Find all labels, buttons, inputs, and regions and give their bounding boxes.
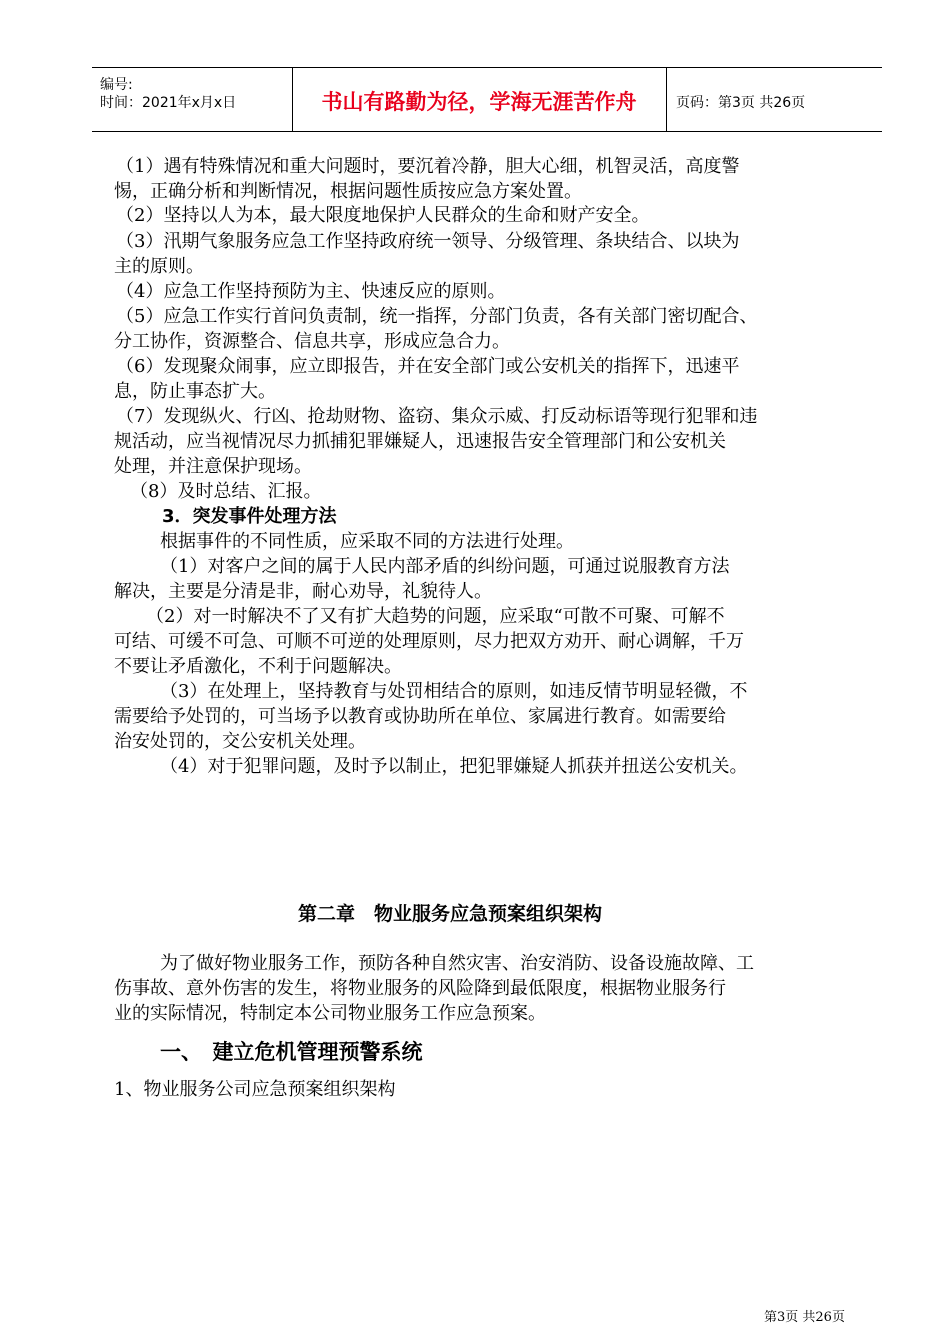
body-line: （3）汛期气象服务应急工作坚持政府统一领导、分级管理、条块结合、以块为: [116, 231, 740, 252]
body-line: 需要给予处罚的，可当场予以教育或协助所在单位、家属进行教育。如需要给: [114, 706, 726, 727]
body-line: 可结、可缓不可急、可顺不可逆的处理原则，尽力把双方劝开、耐心调解，千万: [114, 631, 744, 652]
header-page-label: 页码：第3页 共26页: [676, 95, 806, 111]
subheading-3: 3．突发事件处理方法: [162, 506, 337, 527]
body-line: 不要让矛盾激化，不利于问题解决。: [114, 656, 402, 677]
code-label: 编号:: [100, 77, 133, 93]
body-line: 规活动，应当视情况尽力抓捕犯罪嫌疑人，迅速报告安全管理部门和公安机关: [114, 431, 726, 452]
page-header: [92, 67, 882, 132]
body-line: （4）对于犯罪问题，及时予以制止，把犯罪嫌疑人抓获并扭送公安机关。: [160, 756, 748, 777]
section-title: 一、 建立危机管理预警系统: [160, 1040, 423, 1064]
body-line: 处理，并注意保护现场。: [114, 456, 312, 477]
time-label: 时间：2021年x月x日: [100, 95, 237, 111]
body-line: （1）对客户之间的属于人民内部矛盾的纠纷问题，可通过说服教育方法: [160, 556, 730, 577]
chapter-line: 伤事故、意外伤害的发生，将物业服务的风险降到最低限度，根据物业服务行: [114, 978, 726, 999]
body-line: （7）发现纵火、行凶、抢劫财物、盗窃、集众示威、打反动标语等现行犯罪和违: [116, 406, 758, 427]
chapter-line: 业的实际情况，特制定本公司物业服务工作应急预案。: [114, 1003, 546, 1024]
body-line: （3）在处理上，坚持教育与处罚相结合的原则，如违反情节明显轻微，不: [160, 681, 748, 702]
header-motto: 书山有路勤为径，学海无涯苦作舟: [321, 90, 637, 114]
body-line: （8）及时总结、汇报。: [130, 481, 322, 502]
body-line: （2）坚持以人为本，最大限度地保护人民群众的生命和财产安全。: [116, 205, 650, 226]
subsection-title: 1、物业服务公司应急预案组织架构: [114, 1079, 396, 1100]
header-info-cell: [92, 68, 293, 131]
body-line: 分工协作，资源整合、信息共享，形成应急合力。: [114, 331, 510, 352]
body-line: （4）应急工作坚持预防为主、快速反应的原则。: [116, 281, 506, 302]
body-line: 息，防止事态扩大。: [114, 381, 276, 402]
body-line: 惕，正确分析和判断情况，根据问题性质按应急方案处置。: [114, 181, 582, 202]
body-line: 解决，主要是分清是非，耐心劝导，礼貌待人。: [114, 581, 492, 602]
chapter-line: 为了做好物业服务工作，预防各种自然灾害、治安消防、设备设施故障、工: [160, 953, 754, 974]
page-footer: 第3页 共26页: [764, 1310, 845, 1325]
chapter-title: 第二章 物业服务应急预案组织架构: [298, 903, 603, 925]
body-line: 主的原则。: [114, 256, 204, 277]
body-line: （5）应急工作实行首问负责制，统一指挥，分部门负责，各有关部门密切配合、: [116, 306, 758, 327]
body-line: 根据事件的不同性质，应采取不同的方法进行处理。: [160, 531, 574, 552]
header-motto-cell: [292, 68, 667, 131]
header-page-cell: [666, 68, 882, 131]
body-line: 治安处罚的，交公安机关处理。: [114, 731, 366, 752]
body-line: （6）发现聚众闹事，应立即报告，并在安全部门或公安机关的指挥下，迅速平: [116, 356, 740, 377]
body-line: （2）对一时解决不了又有扩大趋势的问题，应采取“可散不可聚、可解不: [146, 606, 725, 627]
body-line: （1）遇有特殊情况和重大问题时，要沉着冷静，胆大心细，机智灵活，高度警: [116, 156, 740, 177]
